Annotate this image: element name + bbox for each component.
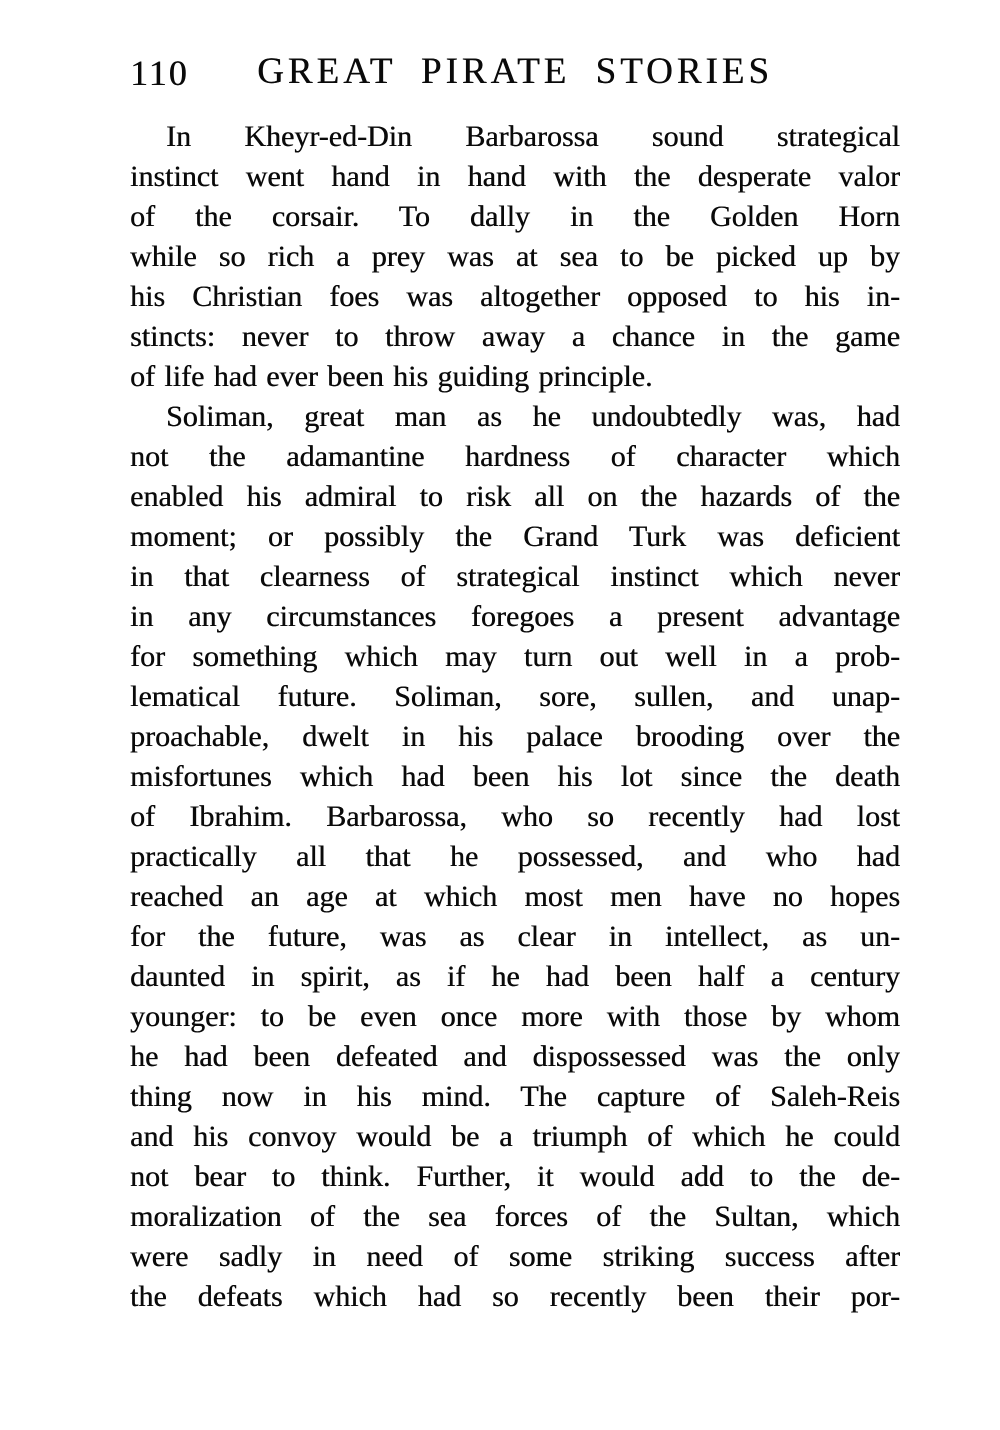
- text-line: of Ibrahim. Barbarossa, who so recently had lost: [130, 800, 900, 833]
- text-line: in any circumstances foregoes a present advantage: [130, 600, 900, 633]
- text-line: the defeats which had so recently been their por-: [130, 1280, 900, 1313]
- text-line: he had been defeated and dispossessed was the only: [130, 1040, 900, 1073]
- text-line: daunted in spirit, as if he had been half a century: [130, 960, 900, 993]
- text-line: stincts: never to throw away a chance in the game: [130, 320, 900, 353]
- text-line: practically all that he possessed, and who had: [130, 840, 900, 873]
- text-line: Soliman, great man as he undoubtedly was, had: [166, 400, 900, 433]
- page-number: 110: [130, 53, 189, 93]
- text-line: while so rich a prey was at sea to be picked up by: [130, 240, 900, 273]
- text-line: for something which may turn out well in a prob-: [130, 640, 900, 673]
- text-line: proachable, dwelt in his palace brooding over the: [130, 720, 900, 753]
- text-line: of the corsair. To dally in the Golden Horn: [130, 200, 900, 233]
- text-line: moment; or possibly the Grand Turk was deficient: [130, 520, 900, 553]
- text-line: moralization of the sea forces of the Sultan, which: [130, 1200, 900, 1233]
- text-line: of life had ever been his guiding principle.: [130, 360, 653, 393]
- text-line: for the future, was as clear in intellect, as un-: [130, 920, 900, 953]
- text-line: lematical future. Soliman, sore, sullen, and unap-: [130, 680, 900, 713]
- text-line: younger: to be even once more with those by whom: [130, 1000, 900, 1033]
- text-line: not bear to think. Further, it would add to the de-: [130, 1160, 900, 1193]
- text-line: and his convoy would be a triumph of which he could: [130, 1120, 900, 1153]
- text-line: thing now in his mind. The capture of Saleh-Reis: [130, 1080, 900, 1113]
- page-header: [130, 50, 900, 94]
- text-line: were sadly in need of some striking success after: [130, 1240, 900, 1273]
- text-line: his Christian foes was altogether opposed to his in-: [130, 280, 900, 313]
- text-line: reached an age at which most men have no hopes: [130, 880, 900, 913]
- text-line: In Kheyr-ed-Din Barbarossa sound strategical: [166, 120, 900, 153]
- text-line: enabled his admiral to risk all on the hazards of the: [130, 480, 900, 513]
- text-line: in that clearness of strategical instinct which never: [130, 560, 900, 593]
- page-body: [130, 117, 900, 1317]
- text-line: not the adamantine hardness of character which: [130, 440, 900, 473]
- text-line: misfortunes which had been his lot since the death: [130, 760, 900, 793]
- text-line: instinct went hand in hand with the desperate valor: [130, 160, 900, 193]
- running-title: GREAT PIRATE STORIES: [257, 51, 773, 92]
